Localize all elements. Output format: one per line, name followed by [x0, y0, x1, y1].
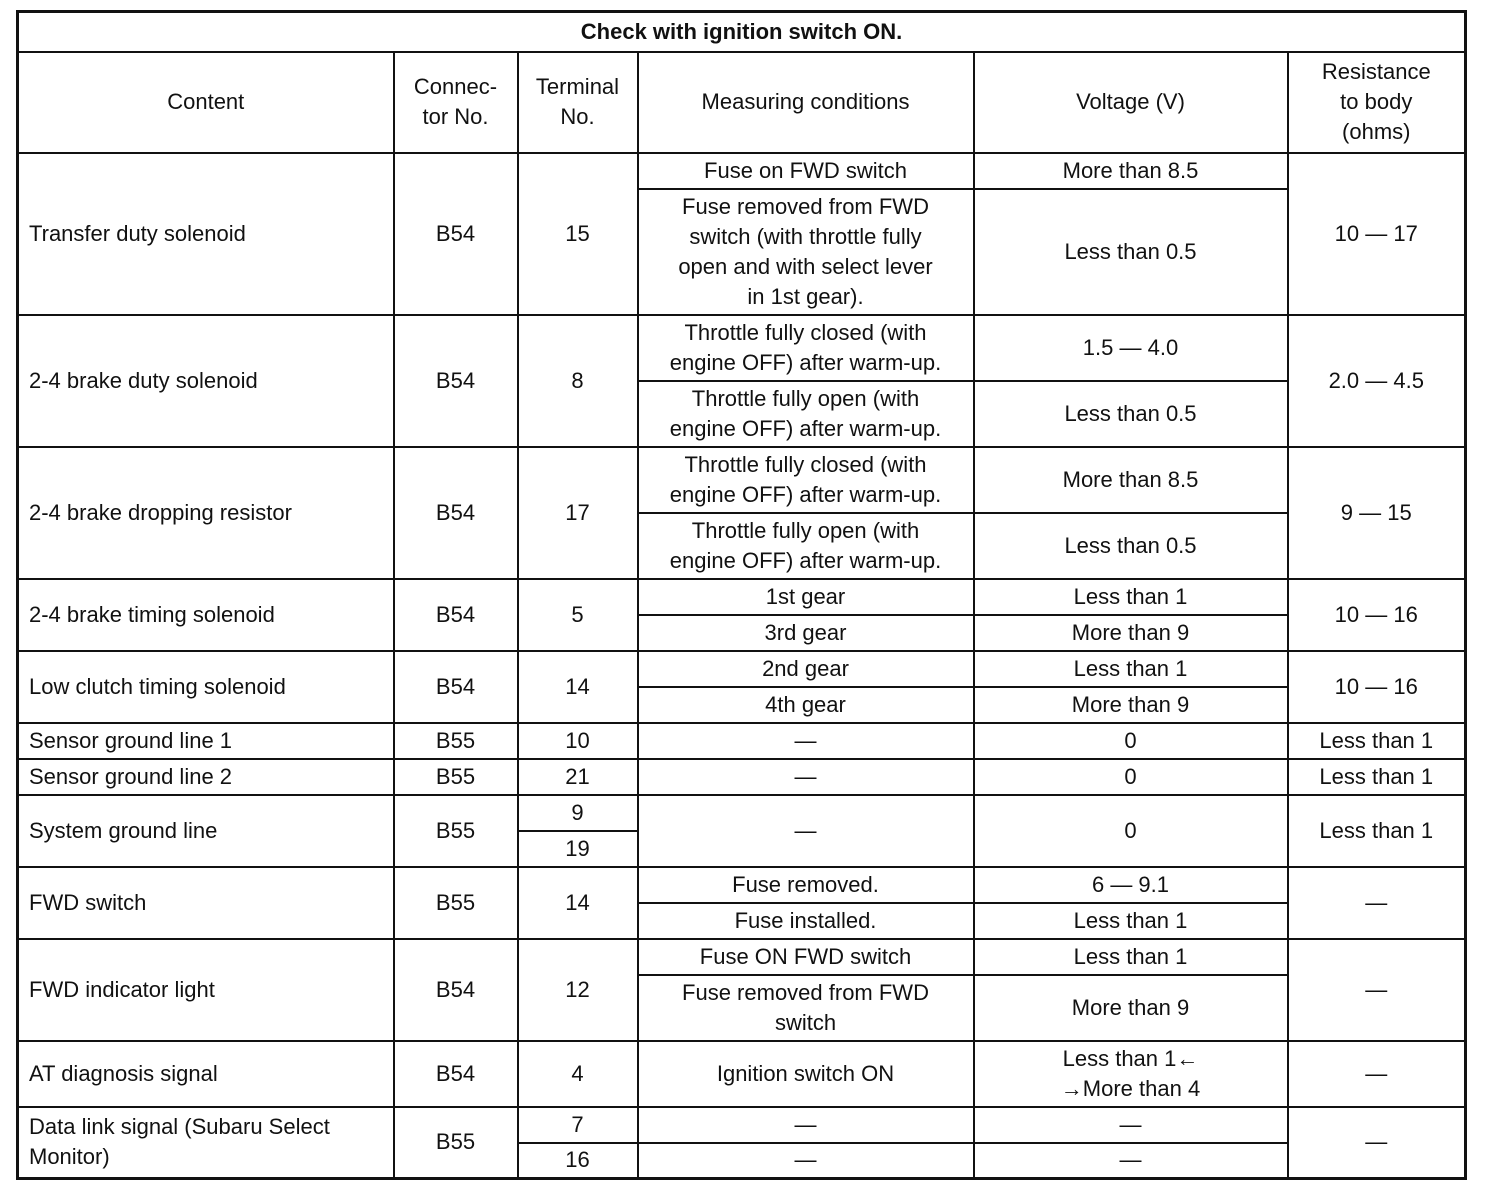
resistance-cell: —	[1288, 1041, 1466, 1107]
header-content: Content	[18, 52, 394, 153]
content-cell: 2-4 brake duty solenoid	[18, 315, 394, 447]
condition-cell: Fuse removed.	[638, 867, 974, 903]
header-resistance: Resistance to body (ohms)	[1288, 52, 1466, 153]
voltage-cell: 0	[974, 759, 1288, 795]
resistance-cell: 10 — 16	[1288, 579, 1466, 651]
content-cell: Transfer duty solenoid	[18, 153, 394, 315]
condition-cell: Throttle fully closed (with engine OFF) after warm-up.	[638, 315, 974, 381]
condition-cell: —	[638, 723, 974, 759]
resistance-cell: —	[1288, 867, 1466, 939]
terminal-cell: 12	[518, 939, 638, 1041]
table-row	[18, 651, 1466, 687]
header-terminal: Terminal No.	[518, 52, 638, 153]
table-title: Check with ignition switch ON.	[18, 12, 1466, 52]
terminal-cell: 14	[518, 867, 638, 939]
table-row	[18, 447, 1466, 513]
header-connector: Connec- tor No.	[394, 52, 518, 153]
condition-cell: 3rd gear	[638, 615, 974, 651]
resistance-cell: —	[1288, 939, 1466, 1041]
terminal-cell: 14	[518, 651, 638, 723]
condition-cell: —	[638, 759, 974, 795]
connector-cell: B54	[394, 939, 518, 1041]
connector-cell: B55	[394, 723, 518, 759]
voltage-cell: More than 8.5	[974, 447, 1288, 513]
voltage-cell: Less than 1← →More than 4	[974, 1041, 1288, 1107]
voltage-cell: 0	[974, 723, 1288, 759]
condition-cell: Fuse removed from FWD switch (with throttle fully open and with select lever in 1st gear).	[638, 189, 974, 315]
header-row	[18, 52, 1466, 153]
connector-cell: B54	[394, 579, 518, 651]
title-row	[18, 12, 1466, 52]
resistance-cell: —	[1288, 1107, 1466, 1179]
content-cell: Low clutch timing solenoid	[18, 651, 394, 723]
voltage-cell: More than 9	[974, 975, 1288, 1041]
connector-cell: B55	[394, 795, 518, 867]
table-row	[18, 153, 1466, 189]
connector-cell: B54	[394, 651, 518, 723]
condition-cell: Fuse removed from FWD switch	[638, 975, 974, 1041]
voltage-cell: More than 9	[974, 687, 1288, 723]
terminal-cell: 5	[518, 579, 638, 651]
condition-cell: Throttle fully open (with engine OFF) after warm-up.	[638, 513, 974, 579]
header-voltage: Voltage (V)	[974, 52, 1288, 153]
content-cell: FWD indicator light	[18, 939, 394, 1041]
content-cell: Sensor ground line 2	[18, 759, 394, 795]
terminal-cell: 10	[518, 723, 638, 759]
spec-table-container	[16, 10, 1467, 1180]
terminal-cell: 17	[518, 447, 638, 579]
table-row	[18, 579, 1466, 615]
resistance-cell: Less than 1	[1288, 723, 1466, 759]
connector-cell: B55	[394, 759, 518, 795]
resistance-cell: 9 — 15	[1288, 447, 1466, 579]
ignition-check-table	[16, 10, 1467, 1180]
condition-cell: 2nd gear	[638, 651, 974, 687]
voltage-cell: More than 8.5	[974, 153, 1288, 189]
voltage-cell: Less than 1	[974, 579, 1288, 615]
connector-cell: B54	[394, 1041, 518, 1107]
table-row	[18, 939, 1466, 975]
table-row	[18, 795, 1466, 831]
connector-cell: B54	[394, 315, 518, 447]
condition-cell: 1st gear	[638, 579, 974, 615]
voltage-cell: Less than 1	[974, 651, 1288, 687]
content-cell: FWD switch	[18, 867, 394, 939]
table-row	[18, 723, 1466, 759]
voltage-cell: Less than 0.5	[974, 513, 1288, 579]
connector-cell: B55	[394, 1107, 518, 1179]
content-cell: 2-4 brake timing solenoid	[18, 579, 394, 651]
voltage-cell: 1.5 — 4.0	[974, 315, 1288, 381]
condition-cell: Throttle fully open (with engine OFF) after warm-up.	[638, 381, 974, 447]
resistance-cell: 10 — 16	[1288, 651, 1466, 723]
content-cell: AT diagnosis signal	[18, 1041, 394, 1107]
voltage-cell: Less than 1	[974, 939, 1288, 975]
condition-cell: Fuse ON FWD switch	[638, 939, 974, 975]
condition-cell: Throttle fully closed (with engine OFF) after warm-up.	[638, 447, 974, 513]
connector-cell: B54	[394, 153, 518, 315]
terminal-cell: 8	[518, 315, 638, 447]
condition-cell: —	[638, 1143, 974, 1179]
condition-cell: Ignition switch ON	[638, 1041, 974, 1107]
terminal-cell: 21	[518, 759, 638, 795]
content-cell: Data link signal (Subaru Select Monitor)	[18, 1107, 394, 1179]
content-cell: Sensor ground line 1	[18, 723, 394, 759]
voltage-cell: —	[974, 1143, 1288, 1179]
voltage-cell: —	[974, 1107, 1288, 1143]
voltage-cell: Less than 1	[974, 903, 1288, 939]
condition-cell: Fuse installed.	[638, 903, 974, 939]
voltage-cell: Less than 0.5	[974, 381, 1288, 447]
condition-cell: 4th gear	[638, 687, 974, 723]
header-conditions: Measuring conditions	[638, 52, 974, 153]
condition-cell: —	[638, 795, 974, 867]
resistance-cell: Less than 1	[1288, 795, 1466, 867]
condition-cell: —	[638, 1107, 974, 1143]
voltage-cell: 0	[974, 795, 1288, 867]
terminal-cell: 4	[518, 1041, 638, 1107]
table-row	[18, 1041, 1466, 1107]
voltage-cell: 6 — 9.1	[974, 867, 1288, 903]
table-row	[18, 1107, 1466, 1143]
table-row	[18, 867, 1466, 903]
content-cell: System ground line	[18, 795, 394, 867]
voltage-cell: More than 9	[974, 615, 1288, 651]
terminal-cell: 16	[518, 1143, 638, 1179]
table-row	[18, 759, 1466, 795]
terminal-cell: 7	[518, 1107, 638, 1143]
terminal-cell: 19	[518, 831, 638, 867]
resistance-cell: Less than 1	[1288, 759, 1466, 795]
condition-cell: Fuse on FWD switch	[638, 153, 974, 189]
table-row	[18, 315, 1466, 381]
resistance-cell: 2.0 — 4.5	[1288, 315, 1466, 447]
resistance-cell: 10 — 17	[1288, 153, 1466, 315]
connector-cell: B55	[394, 867, 518, 939]
terminal-cell: 9	[518, 795, 638, 831]
terminal-cell: 15	[518, 153, 638, 315]
voltage-cell: Less than 0.5	[974, 189, 1288, 315]
connector-cell: B54	[394, 447, 518, 579]
content-cell: 2-4 brake dropping resistor	[18, 447, 394, 579]
